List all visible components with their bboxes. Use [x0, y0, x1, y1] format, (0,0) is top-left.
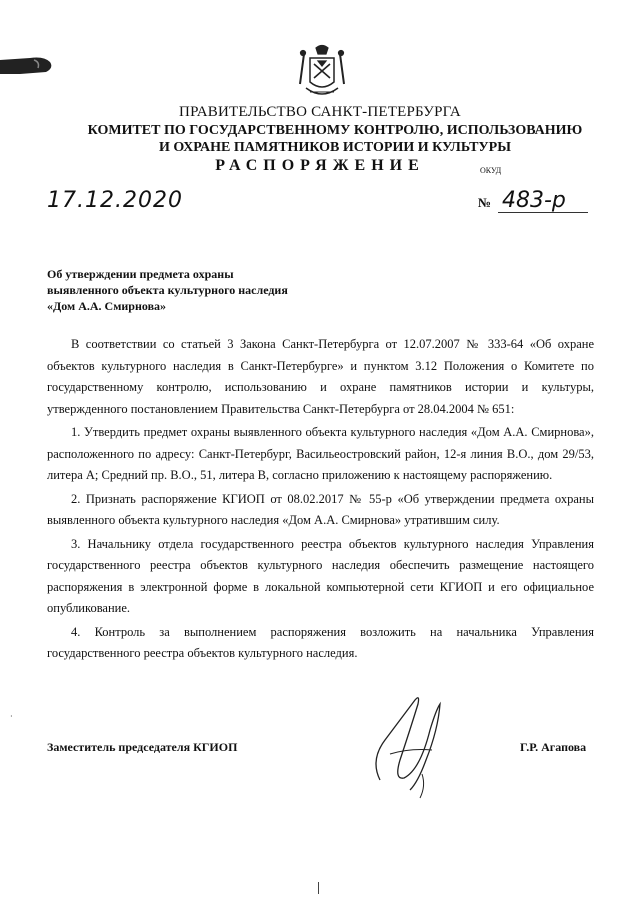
- subject-line-1: Об утверждении предмета охраны: [47, 267, 234, 281]
- handwritten-date: 17.12.2020: [47, 188, 183, 213]
- paragraph-item-4: 4. Контроль за выполнением распоряжения возложить на начальника Управления государственного реестра объектов культурного наследия.: [47, 624, 594, 660]
- coat-of-arms-icon: [296, 44, 348, 102]
- signatory-name: Г.Р. Агапова: [520, 740, 587, 754]
- document-body: [47, 334, 594, 665]
- bottom-mark: [318, 882, 319, 894]
- subject-line-3: «Дом А.А. Смирнова»: [47, 299, 167, 313]
- paragraph-item-2: 2. Признать распоряжение КГИОП от 08.02.2017 № 55-р «Об утверждении предмета охраны выявленного объекта культурного наследия «Дом А.А. Смирнова» утратившим силу.: [47, 491, 594, 527]
- number-underline: [498, 212, 588, 213]
- subject-line-2: выявленного объекта культурного наследия: [47, 283, 288, 297]
- signatory-position: Заместитель председателя КГИОП: [47, 740, 238, 754]
- paragraph-item-1: 1. Утвердить предмет охраны выявленного объекта культурного наследия «Дом А.А. Смирнова», расположенного по адресу: Санкт-Петербург, Васильеостровский район, 12-я линия В.О., дом 29/53, литера А; Средний пр. В.О., 51, литера В, согласно приложению к настоящему распоряжению.: [47, 425, 594, 482]
- okud-label: ОКУД: [480, 166, 502, 175]
- paragraph-item-3: 3. Начальнику отдела государственного реестра объектов культурного наследия Управления государственного реестра объектов культурного наследия обеспечить размещение настоящего распоряжения в электронной форме в локальной компьютерной сети КГИОП и его официальное опубликование.: [47, 536, 594, 615]
- handwritten-number: 483-р: [502, 188, 566, 213]
- committee-title: [40, 122, 630, 156]
- paragraph-preamble: В соответствии со статьей 3 Закона Санкт-Петербурга от 12.07.2007 № 333-64 «Об охране объектов культурного наследия в Санкт-Петербурге» и пунктом 3.12 Положения о Комитете по государственному контролю, использованию и охране памятников истории и культуры, утвержденного постановлением Правительства Санкт-Петербурга от 28.04.2004 № 651:: [47, 337, 594, 416]
- margin-dot: ·: [10, 712, 13, 721]
- committee-line-2: И ОХРАНЕ ПАМЯТНИКОВ ИСТОРИИ И КУЛЬТУРЫ: [159, 140, 511, 155]
- handwritten-signature: [360, 690, 460, 800]
- number-label: №: [478, 195, 492, 210]
- committee-line-1: КОМИТЕТ ПО ГОСУДАРСТВЕННОМУ КОНТРОЛЮ, ИСПОЛЬЗОВАНИЮ: [87, 123, 583, 138]
- subject-block: [47, 266, 367, 314]
- margin-mark: [0, 52, 54, 78]
- government-title: ПРАВИТЕЛЬСТВО САНКТ-ПЕТЕРБУРГА: [179, 104, 461, 120]
- document-type: РАСПОРЯЖЕНИЕ: [215, 157, 425, 174]
